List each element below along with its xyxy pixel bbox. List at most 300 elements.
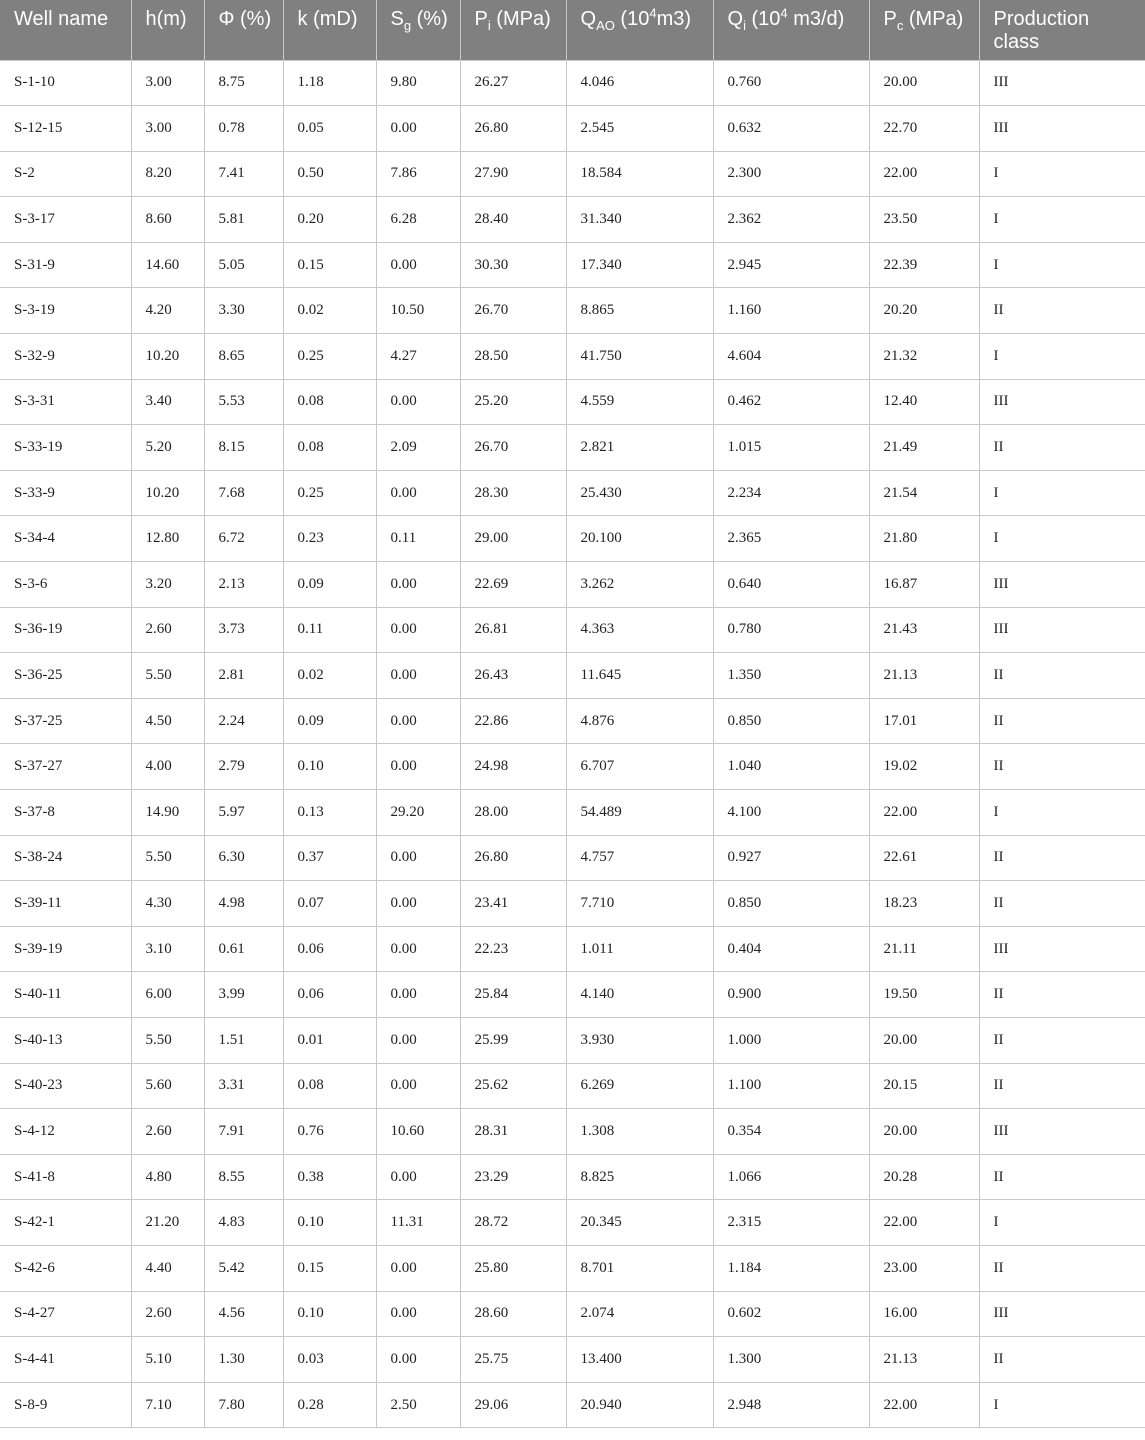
cell-porosity: 5.05 — [204, 242, 283, 288]
table-row — [0, 1337, 1145, 1383]
cell-well-name: S-36-19 — [0, 607, 131, 653]
cell-initial-rate: 2.234 — [713, 470, 869, 516]
cell-initial-rate: 1.350 — [713, 653, 869, 699]
cell-permeability: 0.08 — [283, 425, 376, 471]
cell-porosity: 7.68 — [204, 470, 283, 516]
cell-permeability: 0.11 — [283, 607, 376, 653]
cell-open-flow: 8.865 — [566, 288, 713, 334]
cell-gas-saturation: 0.00 — [376, 881, 460, 927]
cell-initial-rate: 1.160 — [713, 288, 869, 334]
cell-initial-pressure: 29.06 — [460, 1382, 566, 1428]
cell-thickness: 5.20 — [131, 425, 204, 471]
cell-thickness: 14.90 — [131, 790, 204, 836]
cell-initial-pressure: 26.81 — [460, 607, 566, 653]
cell-production-class: II — [979, 1337, 1145, 1383]
cell-initial-rate: 0.354 — [713, 1109, 869, 1155]
cell-initial-rate: 1.040 — [713, 744, 869, 790]
header-text-base: Well name — [14, 8, 109, 30]
cell-casing-pressure: 20.00 — [869, 1109, 979, 1155]
cell-casing-pressure: 22.00 — [869, 151, 979, 197]
table-row — [0, 835, 1145, 881]
cell-thickness: 12.80 — [131, 516, 204, 562]
cell-casing-pressure: 22.70 — [869, 106, 979, 152]
cell-initial-pressure: 25.99 — [460, 1017, 566, 1063]
cell-well-name: S-39-11 — [0, 881, 131, 927]
cell-well-name: S-32-9 — [0, 334, 131, 380]
cell-porosity: 8.55 — [204, 1154, 283, 1200]
cell-well-name: S-40-23 — [0, 1063, 131, 1109]
cell-open-flow: 2.821 — [566, 425, 713, 471]
column-header-open-flow — [566, 0, 713, 60]
cell-production-class: II — [979, 288, 1145, 334]
cell-thickness: 3.40 — [131, 379, 204, 425]
cell-permeability: 0.08 — [283, 379, 376, 425]
cell-well-name: S-33-9 — [0, 470, 131, 516]
column-header-permeability — [283, 0, 376, 60]
table-row — [0, 242, 1145, 288]
table-row — [0, 972, 1145, 1018]
cell-production-class: III — [979, 562, 1145, 608]
cell-gas-saturation: 0.11 — [376, 516, 460, 562]
cell-gas-saturation: 0.00 — [376, 1017, 460, 1063]
cell-open-flow: 20.100 — [566, 516, 713, 562]
cell-initial-rate: 0.900 — [713, 972, 869, 1018]
table-row — [0, 1063, 1145, 1109]
cell-porosity: 6.72 — [204, 516, 283, 562]
cell-permeability: 0.05 — [283, 106, 376, 152]
cell-well-name: S-12-15 — [0, 106, 131, 152]
cell-gas-saturation: 2.50 — [376, 1382, 460, 1428]
cell-initial-pressure: 26.70 — [460, 288, 566, 334]
cell-production-class: II — [979, 744, 1145, 790]
table-row — [0, 698, 1145, 744]
cell-thickness: 3.20 — [131, 562, 204, 608]
cell-production-class: II — [979, 1063, 1145, 1109]
cell-initial-rate: 0.632 — [713, 106, 869, 152]
cell-production-class: II — [979, 1245, 1145, 1291]
cell-porosity: 4.83 — [204, 1200, 283, 1246]
table-row — [0, 653, 1145, 699]
cell-gas-saturation: 0.00 — [376, 470, 460, 516]
table-row — [0, 516, 1145, 562]
cell-thickness: 2.60 — [131, 1291, 204, 1337]
table-row — [0, 106, 1145, 152]
cell-open-flow: 54.489 — [566, 790, 713, 836]
cell-initial-rate: 4.100 — [713, 790, 869, 836]
cell-thickness: 4.50 — [131, 698, 204, 744]
cell-well-name: S-40-13 — [0, 1017, 131, 1063]
table-row — [0, 1245, 1145, 1291]
cell-gas-saturation: 0.00 — [376, 379, 460, 425]
cell-production-class: III — [979, 926, 1145, 972]
cell-casing-pressure: 16.87 — [869, 562, 979, 608]
header-text-base: k (mD) — [297, 8, 358, 30]
cell-thickness: 6.00 — [131, 972, 204, 1018]
cell-initial-rate: 2.300 — [713, 151, 869, 197]
cell-porosity: 0.61 — [204, 926, 283, 972]
cell-open-flow: 18.584 — [566, 151, 713, 197]
table-row — [0, 607, 1145, 653]
cell-well-name: S-38-24 — [0, 835, 131, 881]
header-text-mid: (10 — [745, 8, 781, 30]
cell-porosity: 4.56 — [204, 1291, 283, 1337]
cell-initial-pressure: 22.69 — [460, 562, 566, 608]
cell-initial-rate: 1.066 — [713, 1154, 869, 1200]
cell-open-flow: 17.340 — [566, 242, 713, 288]
cell-thickness: 4.00 — [131, 744, 204, 790]
cell-initial-rate: 1.184 — [713, 1245, 869, 1291]
column-header-casing-pressure — [869, 0, 979, 60]
cell-well-name: S-33-19 — [0, 425, 131, 471]
header-text-sub: i — [487, 18, 491, 33]
cell-initial-pressure: 28.30 — [460, 470, 566, 516]
cell-permeability: 0.23 — [283, 516, 376, 562]
cell-initial-rate: 2.365 — [713, 516, 869, 562]
cell-gas-saturation: 0.00 — [376, 1154, 460, 1200]
cell-gas-saturation: 0.00 — [376, 835, 460, 881]
cell-open-flow: 3.262 — [566, 562, 713, 608]
table-row — [0, 197, 1145, 243]
cell-initial-rate: 0.760 — [713, 60, 869, 106]
cell-permeability: 0.02 — [283, 288, 376, 334]
cell-thickness: 8.20 — [131, 151, 204, 197]
cell-production-class: I — [979, 516, 1145, 562]
cell-porosity: 3.31 — [204, 1063, 283, 1109]
table-row — [0, 425, 1145, 471]
cell-casing-pressure: 20.00 — [869, 60, 979, 106]
cell-initial-pressure: 26.80 — [460, 835, 566, 881]
table-row — [0, 288, 1145, 334]
cell-well-name: S-3-19 — [0, 288, 131, 334]
cell-thickness: 3.00 — [131, 106, 204, 152]
header-text-sub: i — [743, 18, 746, 33]
cell-porosity: 2.13 — [204, 562, 283, 608]
cell-open-flow: 6.269 — [566, 1063, 713, 1109]
cell-initial-pressure: 26.43 — [460, 653, 566, 699]
cell-well-name: S-3-6 — [0, 562, 131, 608]
cell-thickness: 5.50 — [131, 835, 204, 881]
cell-well-name: S-3-17 — [0, 197, 131, 243]
cell-thickness: 4.30 — [131, 881, 204, 927]
cell-gas-saturation: 6.28 — [376, 197, 460, 243]
cell-gas-saturation: 0.00 — [376, 1245, 460, 1291]
cell-production-class: II — [979, 972, 1145, 1018]
cell-thickness: 5.10 — [131, 1337, 204, 1383]
cell-permeability: 0.07 — [283, 881, 376, 927]
cell-casing-pressure: 20.20 — [869, 288, 979, 334]
cell-production-class: II — [979, 1017, 1145, 1063]
cell-gas-saturation: 0.00 — [376, 242, 460, 288]
cell-gas-saturation: 0.00 — [376, 1063, 460, 1109]
cell-initial-rate: 0.927 — [713, 835, 869, 881]
cell-porosity: 8.75 — [204, 60, 283, 106]
cell-open-flow: 6.707 — [566, 744, 713, 790]
cell-well-name: S-36-25 — [0, 653, 131, 699]
cell-open-flow: 1.308 — [566, 1109, 713, 1155]
cell-well-name: S-1-10 — [0, 60, 131, 106]
cell-casing-pressure: 23.00 — [869, 1245, 979, 1291]
cell-gas-saturation: 0.00 — [376, 653, 460, 699]
cell-well-name: S-42-1 — [0, 1200, 131, 1246]
cell-permeability: 0.10 — [283, 1200, 376, 1246]
table-row — [0, 60, 1145, 106]
header-text-base: P — [474, 8, 488, 30]
cell-initial-pressure: 28.00 — [460, 790, 566, 836]
cell-gas-saturation: 11.31 — [376, 1200, 460, 1246]
cell-open-flow: 11.645 — [566, 653, 713, 699]
cell-casing-pressure: 21.43 — [869, 607, 979, 653]
cell-permeability: 0.08 — [283, 1063, 376, 1109]
cell-open-flow: 4.363 — [566, 607, 713, 653]
cell-permeability: 0.09 — [283, 698, 376, 744]
cell-thickness: 10.20 — [131, 470, 204, 516]
cell-open-flow: 25.430 — [566, 470, 713, 516]
table-row — [0, 744, 1145, 790]
cell-initial-rate: 0.404 — [713, 926, 869, 972]
cell-initial-pressure: 26.27 — [460, 60, 566, 106]
cell-casing-pressure: 19.50 — [869, 972, 979, 1018]
cell-gas-saturation: 0.00 — [376, 1291, 460, 1337]
table-row — [0, 470, 1145, 516]
cell-initial-rate: 4.604 — [713, 334, 869, 380]
cell-casing-pressure: 20.15 — [869, 1063, 979, 1109]
cell-initial-rate: 2.315 — [713, 1200, 869, 1246]
header-text-sub: c — [896, 18, 904, 33]
table-row — [0, 1200, 1145, 1246]
cell-initial-pressure: 22.23 — [460, 926, 566, 972]
cell-porosity: 8.15 — [204, 425, 283, 471]
cell-permeability: 0.28 — [283, 1382, 376, 1428]
cell-permeability: 0.15 — [283, 1245, 376, 1291]
cell-production-class: II — [979, 1154, 1145, 1200]
cell-initial-pressure: 22.86 — [460, 698, 566, 744]
header-text-mid: (%) — [411, 8, 448, 30]
cell-production-class: I — [979, 242, 1145, 288]
cell-gas-saturation: 0.00 — [376, 972, 460, 1018]
cell-casing-pressure: 17.01 — [869, 698, 979, 744]
cell-porosity: 7.41 — [204, 151, 283, 197]
cell-gas-saturation: 0.00 — [376, 562, 460, 608]
cell-well-name: S-4-27 — [0, 1291, 131, 1337]
cell-initial-rate: 2.945 — [713, 242, 869, 288]
cell-gas-saturation: 0.00 — [376, 744, 460, 790]
cell-production-class: III — [979, 60, 1145, 106]
table-header-row — [0, 0, 1145, 60]
header-text-base: Production class — [993, 8, 1090, 53]
cell-porosity: 7.91 — [204, 1109, 283, 1155]
cell-open-flow: 4.559 — [566, 379, 713, 425]
cell-production-class: III — [979, 607, 1145, 653]
cell-initial-pressure: 30.30 — [460, 242, 566, 288]
cell-permeability: 0.02 — [283, 653, 376, 699]
cell-production-class: II — [979, 425, 1145, 471]
cell-open-flow: 7.710 — [566, 881, 713, 927]
cell-open-flow: 4.046 — [566, 60, 713, 106]
cell-thickness: 10.20 — [131, 334, 204, 380]
cell-initial-rate: 0.850 — [713, 881, 869, 927]
cell-well-name: S-34-4 — [0, 516, 131, 562]
header-text-base: P — [883, 8, 897, 30]
cell-well-name: S-39-19 — [0, 926, 131, 972]
header-text-base: Q — [580, 8, 597, 30]
column-header-porosity — [204, 0, 283, 60]
header-text-sup: 4 — [780, 5, 788, 21]
cell-gas-saturation: 0.00 — [376, 1337, 460, 1383]
cell-permeability: 1.18 — [283, 60, 376, 106]
cell-casing-pressure: 22.61 — [869, 835, 979, 881]
cell-thickness: 7.10 — [131, 1382, 204, 1428]
header-text-base: Φ (%) — [218, 8, 272, 30]
column-header-initial-pressure — [460, 0, 566, 60]
cell-casing-pressure: 22.00 — [869, 790, 979, 836]
cell-permeability: 0.01 — [283, 1017, 376, 1063]
cell-production-class: II — [979, 698, 1145, 744]
cell-porosity: 2.81 — [204, 653, 283, 699]
cell-well-name: S-37-25 — [0, 698, 131, 744]
cell-permeability: 0.50 — [283, 151, 376, 197]
cell-casing-pressure: 21.49 — [869, 425, 979, 471]
cell-well-name: S-37-27 — [0, 744, 131, 790]
cell-production-class: II — [979, 653, 1145, 699]
cell-gas-saturation: 4.27 — [376, 334, 460, 380]
cell-production-class: I — [979, 470, 1145, 516]
column-header-production-class — [979, 0, 1145, 60]
table-row — [0, 379, 1145, 425]
cell-permeability: 0.10 — [283, 1291, 376, 1337]
cell-casing-pressure: 20.28 — [869, 1154, 979, 1200]
cell-well-name: S-41-8 — [0, 1154, 131, 1200]
cell-initial-pressure: 25.75 — [460, 1337, 566, 1383]
cell-porosity: 0.78 — [204, 106, 283, 152]
cell-permeability: 0.09 — [283, 562, 376, 608]
table-row — [0, 562, 1145, 608]
cell-initial-pressure: 27.90 — [460, 151, 566, 197]
cell-permeability: 0.38 — [283, 1154, 376, 1200]
cell-well-name: S-8-9 — [0, 1382, 131, 1428]
cell-well-name: S-31-9 — [0, 242, 131, 288]
cell-thickness: 5.50 — [131, 653, 204, 699]
cell-initial-rate: 1.015 — [713, 425, 869, 471]
cell-porosity: 3.73 — [204, 607, 283, 653]
cell-permeability: 0.06 — [283, 972, 376, 1018]
cell-open-flow: 4.757 — [566, 835, 713, 881]
table-row — [0, 151, 1145, 197]
cell-thickness: 5.50 — [131, 1017, 204, 1063]
column-header-well-name — [0, 0, 131, 60]
cell-production-class: III — [979, 379, 1145, 425]
header-text-base: h(m) — [145, 8, 187, 30]
table-row — [0, 1154, 1145, 1200]
header-text-sup: 4 — [649, 5, 657, 21]
cell-casing-pressure: 21.13 — [869, 1337, 979, 1383]
cell-porosity: 2.24 — [204, 698, 283, 744]
cell-production-class: I — [979, 151, 1145, 197]
cell-initial-rate: 2.362 — [713, 197, 869, 243]
cell-initial-pressure: 26.70 — [460, 425, 566, 471]
cell-open-flow: 1.011 — [566, 926, 713, 972]
cell-thickness: 3.10 — [131, 926, 204, 972]
cell-thickness: 2.60 — [131, 1109, 204, 1155]
cell-porosity: 5.42 — [204, 1245, 283, 1291]
cell-porosity: 3.30 — [204, 288, 283, 334]
cell-gas-saturation: 2.09 — [376, 425, 460, 471]
cell-permeability: 0.20 — [283, 197, 376, 243]
cell-initial-pressure: 28.72 — [460, 1200, 566, 1246]
cell-thickness: 2.60 — [131, 607, 204, 653]
cell-gas-saturation: 7.86 — [376, 151, 460, 197]
cell-initial-pressure: 25.80 — [460, 1245, 566, 1291]
cell-gas-saturation: 10.50 — [376, 288, 460, 334]
cell-porosity: 7.80 — [204, 1382, 283, 1428]
cell-production-class: II — [979, 835, 1145, 881]
cell-initial-rate: 2.948 — [713, 1382, 869, 1428]
cell-initial-rate: 0.640 — [713, 562, 869, 608]
cell-permeability: 0.37 — [283, 835, 376, 881]
cell-open-flow: 8.825 — [566, 1154, 713, 1200]
cell-casing-pressure: 21.13 — [869, 653, 979, 699]
cell-porosity: 5.53 — [204, 379, 283, 425]
cell-porosity: 1.51 — [204, 1017, 283, 1063]
cell-well-name: S-4-41 — [0, 1337, 131, 1383]
cell-well-name: S-2 — [0, 151, 131, 197]
table-row — [0, 881, 1145, 927]
cell-gas-saturation: 0.00 — [376, 698, 460, 744]
cell-production-class: III — [979, 1109, 1145, 1155]
cell-casing-pressure: 22.00 — [869, 1200, 979, 1246]
cell-porosity: 5.97 — [204, 790, 283, 836]
cell-initial-pressure: 28.50 — [460, 334, 566, 380]
cell-thickness: 4.80 — [131, 1154, 204, 1200]
cell-initial-rate: 1.000 — [713, 1017, 869, 1063]
cell-casing-pressure: 21.11 — [869, 926, 979, 972]
cell-casing-pressure: 12.40 — [869, 379, 979, 425]
cell-well-name: S-37-8 — [0, 790, 131, 836]
cell-production-class: III — [979, 1291, 1145, 1337]
table-body — [0, 60, 1145, 1428]
header-text-mid: (MPa) — [903, 8, 964, 30]
header-text-sub: g — [403, 18, 412, 33]
cell-casing-pressure: 18.23 — [869, 881, 979, 927]
cell-initial-pressure: 24.98 — [460, 744, 566, 790]
cell-gas-saturation: 29.20 — [376, 790, 460, 836]
cell-open-flow: 8.701 — [566, 1245, 713, 1291]
cell-well-name: S-40-11 — [0, 972, 131, 1018]
header-text-base: Q — [727, 8, 744, 30]
cell-thickness: 3.00 — [131, 60, 204, 106]
cell-open-flow: 2.545 — [566, 106, 713, 152]
cell-thickness: 8.60 — [131, 197, 204, 243]
cell-initial-rate: 0.462 — [713, 379, 869, 425]
cell-open-flow: 4.876 — [566, 698, 713, 744]
table-row — [0, 334, 1145, 380]
cell-open-flow: 41.750 — [566, 334, 713, 380]
column-header-thickness — [131, 0, 204, 60]
cell-production-class: III — [979, 106, 1145, 152]
cell-gas-saturation: 0.00 — [376, 926, 460, 972]
cell-permeability: 0.03 — [283, 1337, 376, 1383]
table-row — [0, 790, 1145, 836]
cell-initial-pressure: 28.60 — [460, 1291, 566, 1337]
cell-open-flow: 13.400 — [566, 1337, 713, 1383]
header-text-tail: m3/d) — [787, 8, 845, 30]
cell-gas-saturation: 0.00 — [376, 106, 460, 152]
cell-casing-pressure: 22.39 — [869, 242, 979, 288]
cell-production-class: I — [979, 1200, 1145, 1246]
cell-permeability: 0.25 — [283, 470, 376, 516]
table-row — [0, 1017, 1145, 1063]
cell-permeability: 0.15 — [283, 242, 376, 288]
cell-thickness: 4.20 — [131, 288, 204, 334]
